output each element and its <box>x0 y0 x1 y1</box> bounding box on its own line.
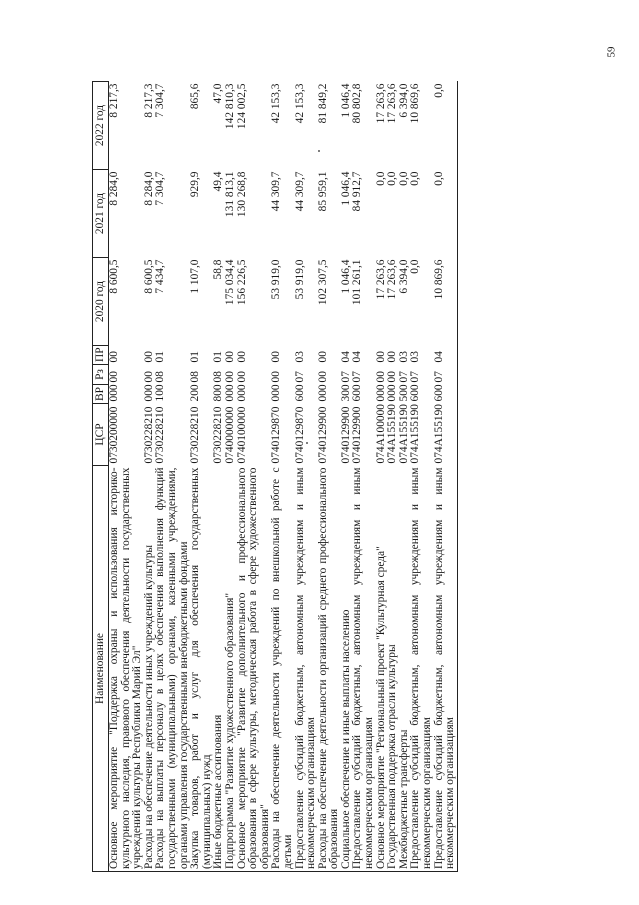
cell-2022: 17 263,6 <box>386 83 399 124</box>
table-row <box>352 82 375 872</box>
cell-vr: 000 <box>316 384 329 402</box>
cell-pr: 01 <box>154 351 167 363</box>
cell-vr: 000 <box>108 384 120 402</box>
cell-2022: 80 802,8 <box>351 83 364 124</box>
cell-2020: 58,8 <box>212 259 225 280</box>
budget-table <box>92 81 458 872</box>
table-row <box>109 82 144 872</box>
header-2020: 2020 год <box>93 258 109 346</box>
cell-rz: 08 <box>189 371 202 383</box>
cell-csr: 074A155190 <box>386 404 399 464</box>
header-rz: Рз <box>93 365 109 385</box>
cell-csr: 0740100000 <box>235 406 248 464</box>
cell-2021: 44 309,7 <box>293 171 306 212</box>
cell-vr: 000 <box>386 384 399 402</box>
cell-vr: 100 <box>154 384 167 402</box>
cell-csr: 074A155190 <box>397 404 410 464</box>
cell-2021: 0,0 <box>397 171 410 186</box>
table-row <box>434 82 458 872</box>
cell-2021: 0,0 <box>386 171 399 186</box>
cell-pr: 00 <box>108 351 120 363</box>
cell-csr: 0740129870 <box>270 406 283 464</box>
table-row <box>190 82 213 872</box>
cell-name: Иные бюджетные ассигнования <box>213 466 225 872</box>
cell-csr: 0730228210 <box>154 406 167 464</box>
cell-2022: 1 046,4 <box>339 83 352 118</box>
cell-pr: 00 <box>374 351 387 363</box>
table-header-row <box>93 82 109 872</box>
table-row <box>237 82 272 872</box>
cell-2022: 6 394,0 <box>397 83 410 118</box>
cell-vr: 600 <box>434 385 458 404</box>
cell-rz: 00 <box>386 371 399 383</box>
cell-rz: 00 <box>235 371 248 383</box>
cell-vr: 000 <box>235 384 248 402</box>
cell-2021: 44 309,7 <box>270 171 283 212</box>
cell-csr: 0740129900 <box>316 406 329 464</box>
rotated-table-container <box>92 82 587 872</box>
cell-2022: 81 849,2 <box>316 83 329 124</box>
cell-rz: 00 <box>108 371 120 383</box>
cell-pr: 03 <box>293 351 306 363</box>
cell-vr: 000 <box>142 384 155 402</box>
cell-2021: 7 304,7 <box>154 171 167 206</box>
cell-name: Расходы на обеспечение деятельности учреждений по внешкольной работе с детьми <box>271 466 294 872</box>
cell-pr: 00 <box>270 351 283 363</box>
cell-pr: 03 <box>409 351 422 363</box>
table-row <box>410 82 433 872</box>
cell-rz: 00 <box>223 371 236 383</box>
cell-rz: 00 <box>374 371 387 383</box>
cell-2021: 85 959,1 <box>316 171 329 212</box>
header-name: Наименование <box>93 466 109 872</box>
cell-csr: 0740129870 <box>293 406 306 464</box>
cell-csr: 0730228210 <box>212 406 225 464</box>
cell-pr: 03 <box>397 351 410 363</box>
cell-name: Основное мероприятие "Поддержка охраны и использования историко-культурного наследия, правового обеспечения деятельности государственных учреждений культуры Республики Марий Эл" <box>109 466 144 872</box>
header-2021: 2021 год <box>93 170 109 258</box>
cell-2022: 17 263,6 <box>374 83 387 124</box>
cell-2022: 0,0 <box>434 82 458 170</box>
table-row <box>271 82 294 872</box>
cell-name: Предоставление субсидий бюджетным, автономным учреждениям и иным некоммерческим организациям <box>434 466 458 872</box>
cell-2022: 865,6 <box>189 83 202 110</box>
cell-2021: 1 046,4 <box>339 171 352 206</box>
table-row <box>155 82 190 872</box>
cell-2020: 1 107,0 <box>189 259 202 294</box>
cell-2022: 42 153,3 <box>293 83 306 124</box>
header-2022: 2022 год <box>93 82 109 170</box>
cell-2022: 8 217,3 <box>142 83 155 118</box>
cell-rz: 07 <box>339 371 352 383</box>
cell-vr: 200 <box>189 384 202 402</box>
cell-2020: 8 600,5 <box>142 259 155 294</box>
cell-2021: 84 912,7 <box>351 171 364 212</box>
cell-rz: 07 <box>434 365 458 385</box>
cell-rz: 07 <box>397 371 410 383</box>
cell-name: Предоставление субсидий бюджетным, автономным учреждениям и иным некоммерческим организациям <box>352 466 375 872</box>
cell-name: Основное мероприятие "Региональный проект "Культурная среда" <box>376 466 388 872</box>
cell-pr: 00 <box>142 351 155 363</box>
cell-pr: 00 <box>386 351 399 363</box>
cell-csr: 0740000000 <box>223 406 236 464</box>
cell-rz: 07 <box>293 371 306 383</box>
cell-pr: 01 <box>189 351 202 363</box>
cell-2020: 156 226,5 <box>235 259 248 306</box>
cell-csr: 074A100000 <box>374 404 387 464</box>
cell-name: Подпрограмма "Развитие художественного образования" <box>225 466 237 872</box>
cell-2020: 17 263,6 <box>374 259 387 300</box>
cell-csr: 074A155190 <box>409 404 422 464</box>
cell-2021: 0,0 <box>409 171 422 186</box>
cell-2021: 0,0 <box>434 170 458 258</box>
table-body <box>109 82 458 872</box>
cell-rz: 07 <box>409 371 422 383</box>
cell-pr: 04 <box>434 346 458 365</box>
cell-2020: 7 434,7 <box>154 259 167 294</box>
cell-vr: 600 <box>293 384 306 402</box>
cell-name: Предоставление субсидий бюджетным, автономным учреждениям и иным некоммерческим организациям <box>410 466 433 872</box>
cell-2020: 175 034,4 <box>223 259 236 306</box>
cell-vr: 600 <box>409 384 422 402</box>
header-vr: ВР <box>93 385 109 404</box>
cell-rz: 00 <box>142 371 155 383</box>
cell-vr: 000 <box>270 384 283 402</box>
cell-vr: 300 <box>339 384 352 402</box>
cell-2020: 17 263,6 <box>386 259 399 300</box>
cell-csr: 0730200000 <box>108 406 120 464</box>
cell-rz: 08 <box>212 371 225 383</box>
cell-csr: 074A155190 <box>434 404 458 466</box>
cell-csr: 0740129900 <box>339 406 352 464</box>
cell-pr: 00 <box>223 351 236 363</box>
cell-name: Расходы на обеспечение деятельности организаций среднего профессионального образования <box>318 466 341 872</box>
cell-rz: 07 <box>351 371 364 383</box>
cell-2020: 10 869,6 <box>434 258 458 346</box>
cell-vr: 600 <box>351 384 364 402</box>
cell-csr: 0730228210 <box>189 406 202 464</box>
header-pr: ПР <box>93 346 109 365</box>
cell-2020: 0,0 <box>409 259 422 274</box>
cell-name: Межбюджетные трансферты <box>399 466 411 872</box>
cell-name: Государственная поддержка отрасли культуры <box>387 466 399 872</box>
cell-2020: 8 600,5 <box>108 259 120 294</box>
cell-2020: 1 046,4 <box>339 259 352 294</box>
cell-2020: 101 261,1 <box>351 259 364 306</box>
cell-name: Расходы на обеспечение деятельности иных учреждений культуры <box>144 466 156 872</box>
cell-name: Закупка товаров, работ и услуг для обеспечения государственных (муниципальных) нужд <box>190 466 213 872</box>
cell-pr: 04 <box>339 351 352 363</box>
cell-2021: 929,9 <box>189 171 202 198</box>
cell-2022: 7 304,7 <box>154 83 167 118</box>
cell-2020: 53 919,0 <box>293 259 306 300</box>
cell-rz: 00 <box>270 371 283 383</box>
header-csr: ЦСР <box>93 404 109 466</box>
cell-vr: 000 <box>374 384 387 402</box>
cell-vr: 800 <box>212 384 225 402</box>
cell-name: Расходы на выплаты персоналу в целях обеспечения выполнения функций государственными (муниципальными) органами, казенными учреждениями, органами управления государственными внебюджетными фондами <box>155 466 190 872</box>
cell-pr: 01 <box>212 351 225 363</box>
cell-csr: 0730228210 <box>142 406 155 464</box>
cell-pr: 04 <box>351 351 364 363</box>
cell-2021: 49,4 <box>212 171 225 192</box>
page-number: 59 <box>605 46 618 58</box>
cell-2021: 130 268,8 <box>235 171 248 218</box>
cell-pr: 00 <box>316 351 329 363</box>
cell-2021: 0,0 <box>374 171 387 186</box>
table-row <box>318 82 341 872</box>
cell-rz: 08 <box>154 371 167 383</box>
cell-2022: 47,0 <box>212 83 225 104</box>
cell-2022: 124 002,5 <box>235 83 248 130</box>
cell-name: Социальное обеспечение и иные выплаты населению <box>341 466 353 872</box>
cell-rz: 00 <box>316 371 329 383</box>
cell-2022: 8 217,3 <box>108 83 120 118</box>
cell-2020: 53 919,0 <box>270 259 283 300</box>
cell-vr: 000 <box>223 384 236 402</box>
cell-2022: 10 869,6 <box>409 83 422 124</box>
cell-vr: 500 <box>397 384 410 402</box>
table-row <box>225 82 237 872</box>
cell-2021: 8 284,0 <box>108 171 120 206</box>
table-row <box>295 82 318 872</box>
cell-name: Основное мероприятие "Развитие дополнительного и профессионального образования в сфере культуры, методическая работа в сфере художественного образования" <box>237 466 272 872</box>
cell-2020: 102 307,5 <box>316 259 329 306</box>
cell-2022: 142 810,3 <box>223 83 236 130</box>
cell-csr: 0740129900 <box>351 406 364 464</box>
cell-name: Предоставление субсидий бюджетным, автономным учреждениям и иным некоммерческим организациям <box>295 466 318 872</box>
cell-pr: 00 <box>235 351 248 363</box>
cell-2021: 131 813,1 <box>223 171 236 218</box>
cell-2022: 42 153,3 <box>270 83 283 124</box>
cell-2020: 6 394,0 <box>397 259 410 294</box>
cell-2021: 8 284,0 <box>142 171 155 206</box>
